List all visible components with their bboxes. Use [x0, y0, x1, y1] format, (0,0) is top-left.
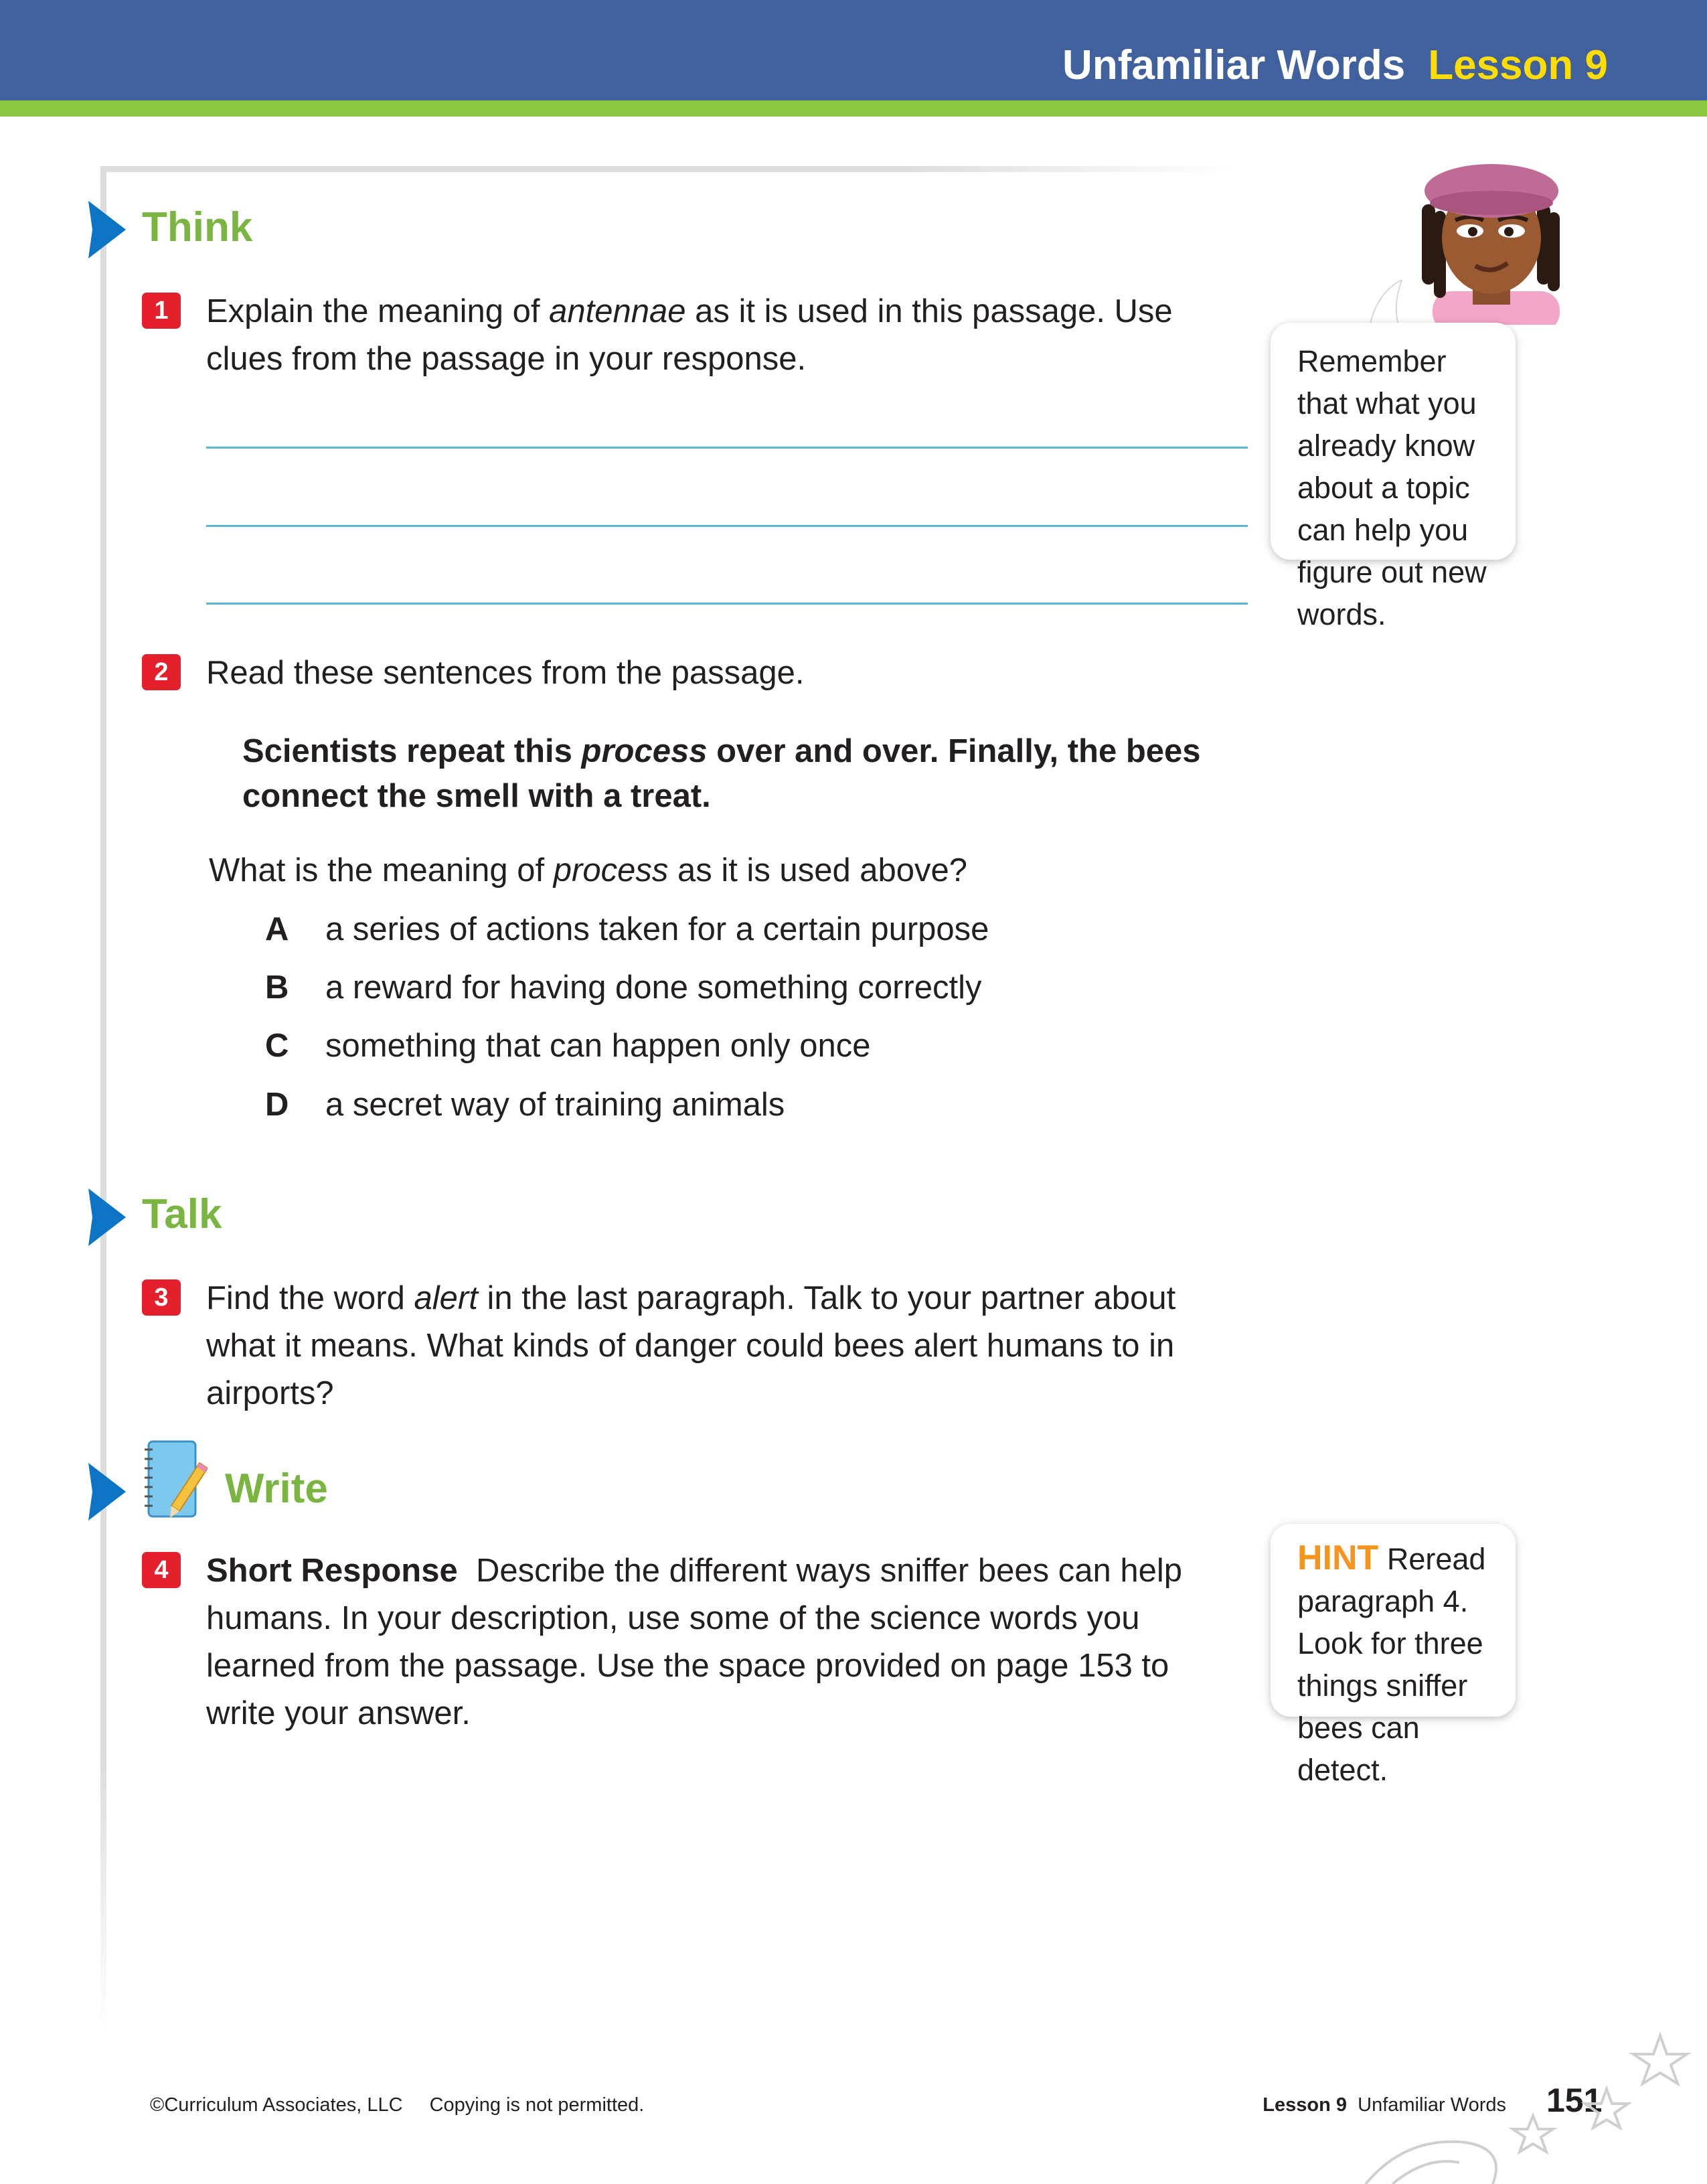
- tip-speech-bubble: Remember that what you already know about a topic can help you figure out new words.: [1271, 323, 1516, 560]
- answer-line[interactable]: [206, 603, 1248, 605]
- content-frame-top: [100, 166, 1238, 172]
- answer-option[interactable]: D a secret way of training animals: [265, 1087, 785, 1123]
- question-2-intro: Read these sentences from the passage.: [206, 655, 805, 691]
- header-stripe: [0, 100, 1707, 116]
- lesson-topic: Unfamiliar Words: [1062, 42, 1406, 88]
- footer-lesson-label: Lesson 9 Unfamiliar Words: [1263, 2094, 1506, 2116]
- page-header-bar: [0, 0, 1707, 100]
- hint-bubble: [1271, 1524, 1516, 1787]
- lesson-title: [1062, 42, 1608, 89]
- decorative-stars-icon: [1352, 2022, 1707, 2184]
- footer-copyright: ©Curriculum Associates, LLC Copying is not permitted.: [150, 2094, 645, 2116]
- section-write-label: Write: [225, 1466, 328, 1512]
- section-flag-icon: [86, 1463, 126, 1520]
- section-think-label: Think: [142, 204, 253, 250]
- passage-quote: Scientists repeat this process over and over. Finally, the bees connect the smell with a treat.: [242, 733, 1201, 814]
- student-character-illustration: [1406, 164, 1580, 325]
- question-number-badge: 4: [142, 1552, 181, 1588]
- question-2-stem: What is the meaning of process as it is used above?: [209, 852, 968, 888]
- content-frame-left: [100, 166, 106, 2034]
- answer-line[interactable]: [206, 447, 1248, 449]
- section-flag-icon: [86, 1188, 126, 1246]
- question-number-badge: 2: [142, 654, 181, 690]
- lesson-number: Lesson 9: [1428, 42, 1608, 88]
- question-4-text: Short Response Describe the different ways sniffer bees can help humans. In your description, use some of the science words you learned from the passage. Use the space provided on page 153 to write your answer.: [206, 1553, 1182, 1731]
- question-number-badge: 1: [142, 293, 181, 329]
- page-number: 151: [1546, 2082, 1603, 2119]
- section-flag-icon: [86, 201, 126, 258]
- question-1-text: Explain the meaning of antennae as it is used in this passage. Use clues from the passage in your response.: [206, 293, 1173, 377]
- answer-option[interactable]: A a series of actions taken for a certain purpose: [265, 911, 989, 947]
- section-talk-label: Talk: [142, 1191, 222, 1237]
- question-number-badge: 3: [142, 1279, 181, 1316]
- answer-option[interactable]: C something that can happen only once: [265, 1028, 871, 1064]
- question-3-text: Find the word alert in the last paragraph. Talk to your partner about what it means. What kinds of danger could bees alert humans to in airports?: [206, 1280, 1176, 1411]
- short-response-label: Short Response: [206, 1553, 458, 1589]
- notebook-pencil-icon: [141, 1436, 208, 1522]
- answer-option[interactable]: B a reward for having done something correctly: [265, 969, 982, 1006]
- speech-bubble-tail: [1363, 280, 1403, 327]
- hint-label: HINT: [1297, 1539, 1379, 1577]
- answer-line[interactable]: [206, 525, 1248, 527]
- hint-text: Reread paragraph 4. Look for three things sniffer bees can detect.: [1297, 1542, 1486, 1787]
